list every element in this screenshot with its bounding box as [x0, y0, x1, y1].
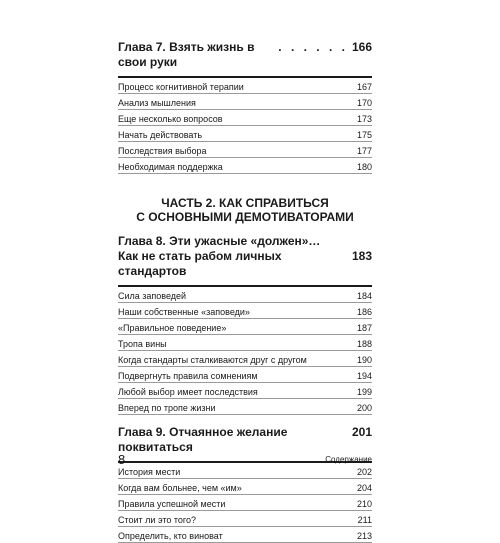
item-page: 199	[356, 387, 372, 397]
chapter-8-items	[118, 287, 372, 415]
list-item[interactable]	[118, 126, 372, 142]
item-label: Начать действовать	[118, 130, 203, 140]
list-item[interactable]	[118, 351, 372, 367]
chapter-9-title: Глава 9. Отчаянное желание поквитаться	[118, 425, 288, 454]
item-label: История мести	[118, 467, 181, 477]
item-label: Правила успешной мести	[118, 499, 226, 509]
item-page: 187	[356, 323, 372, 333]
item-label: Сила заповедей	[118, 291, 187, 301]
item-page: 190	[356, 355, 372, 365]
item-page: 211	[357, 515, 372, 525]
list-item[interactable]	[118, 303, 372, 319]
chapter-8-heading[interactable]	[118, 234, 372, 279]
part-2-title-line-2: С ОСНОВНЫМИ ДЕМОТИВАТОРАМИ	[136, 210, 354, 224]
chapter-9-items	[118, 463, 372, 543]
list-item[interactable]	[118, 142, 372, 158]
chapter-9-page: 201	[351, 425, 372, 439]
item-page: 175	[356, 130, 372, 140]
item-label: Вперед по тропе жизни	[118, 403, 216, 413]
list-item[interactable]	[118, 463, 372, 479]
chapter-7-items	[118, 78, 372, 174]
item-page: 170	[356, 98, 372, 108]
item-page: 184	[356, 291, 372, 301]
page-number: 8	[118, 452, 126, 467]
chapter-9-heading[interactable]	[118, 425, 372, 455]
part-2-heading	[118, 196, 372, 224]
item-page: 204	[356, 483, 372, 493]
item-page: 167	[356, 82, 372, 92]
item-label: Наши собственные «заповеди»	[118, 307, 250, 317]
item-label: Анализ мышления	[118, 98, 196, 108]
list-item[interactable]	[118, 110, 372, 126]
item-page: 188	[356, 339, 372, 349]
item-page: 177	[356, 146, 372, 156]
item-label: Определить, кто виноват	[118, 531, 223, 541]
table-of-contents	[118, 40, 372, 543]
item-label: Последствия выбора	[118, 146, 207, 156]
chapter-8-title-line-2: Как не стать рабом личных стандартов	[118, 249, 282, 278]
item-label: Тропа вины	[118, 339, 167, 349]
chapter-7-heading[interactable]	[118, 40, 372, 70]
item-page: 173	[356, 114, 372, 124]
list-item[interactable]	[118, 495, 372, 511]
item-page: 180	[356, 162, 372, 172]
item-label: Процесс когнитивной терапии	[118, 82, 244, 92]
list-item[interactable]	[118, 94, 372, 110]
list-item[interactable]	[118, 383, 372, 399]
list-item[interactable]	[118, 335, 372, 351]
list-item[interactable]	[118, 319, 372, 335]
part-2-title-line-1: ЧАСТЬ 2. КАК СПРАВИТЬСЯ	[161, 196, 329, 210]
chapter-8-title-line-1: Глава 8. Эти ужасные «должен»…	[118, 234, 321, 248]
list-item[interactable]	[118, 479, 372, 495]
item-label: Когда стандарты сталкиваются друг с другом	[118, 355, 307, 365]
list-item[interactable]	[118, 287, 372, 303]
item-label: «Правильное поведение»	[118, 323, 227, 333]
chapter-8-page: 183	[351, 249, 372, 263]
item-label: Когда вам больнее, чем «им»	[118, 483, 242, 493]
item-page: 202	[356, 467, 372, 477]
list-item[interactable]	[118, 158, 372, 174]
chapter-7-page: 166	[351, 40, 372, 54]
item-label: Еще несколько вопросов	[118, 114, 223, 124]
item-page: 210	[356, 499, 372, 509]
item-label: Любой выбор имеет последствия	[118, 387, 258, 397]
item-page: 200	[356, 403, 372, 413]
item-label: Стоит ли это того?	[118, 515, 196, 525]
item-label: Подвергнуть правила сомнениям	[118, 371, 258, 381]
list-item[interactable]	[118, 511, 372, 527]
item-page: 194	[356, 371, 372, 381]
chapter-7-leader-dots: . . . . . .	[278, 40, 348, 54]
running-footer-label: Содержание	[325, 455, 372, 464]
item-page: 213	[356, 531, 372, 541]
chapter-7-title: Глава 7. Взять жизнь в свои руки	[118, 40, 255, 69]
item-page: 186	[356, 307, 372, 317]
list-item[interactable]	[118, 399, 372, 415]
list-item[interactable]	[118, 527, 372, 543]
item-label: Необходимая поддержка	[118, 162, 223, 172]
list-item[interactable]	[118, 78, 372, 94]
spacer	[118, 415, 372, 425]
list-item[interactable]	[118, 367, 372, 383]
